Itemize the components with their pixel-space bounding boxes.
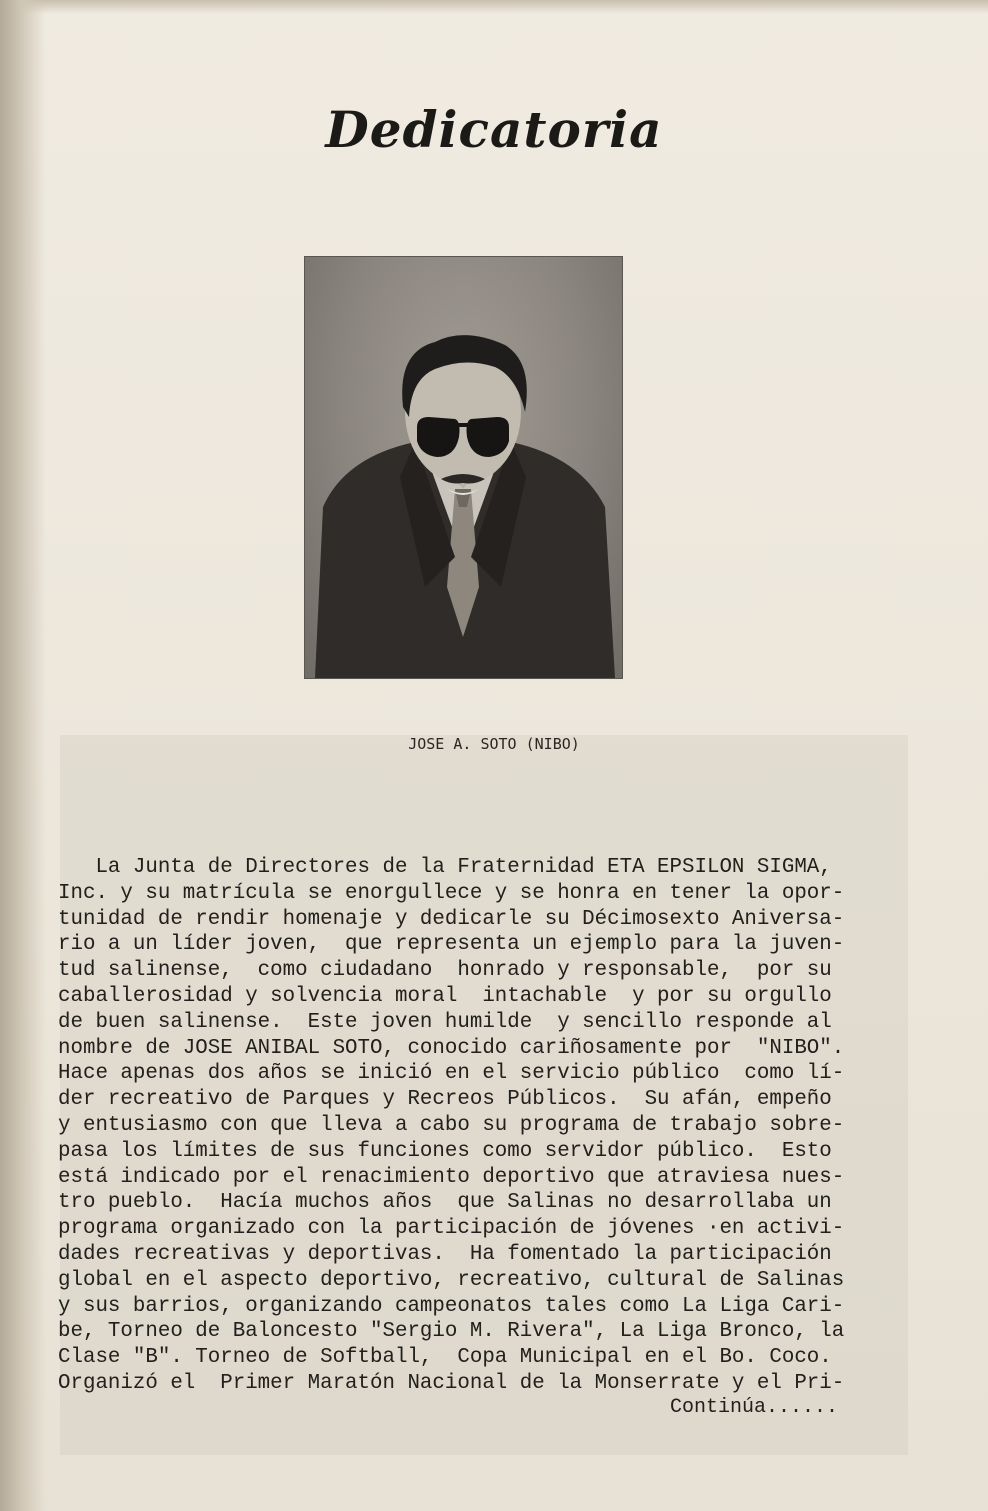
body-line: y sus barrios, organizando campeonatos tales como La Liga Cari- (58, 1294, 845, 1318)
body-line: tunidad de rendir homenaje y dedicarle su Décimosexto Aniversa- (58, 907, 845, 931)
body-line: está indicado por el renacimiento deportivo que atraviesa nues- (58, 1165, 845, 1189)
body-line: Organizó el Primer Maratón Nacional de la Monserrate y el Pri- (58, 1371, 845, 1395)
body-line: der recreativo de Parques y Recreos Públicos. Su afán, empeño (58, 1088, 832, 1112)
body-line: nombre de JOSE ANIBAL SOTO, conocido cariñosamente por "NIBO". (58, 1036, 845, 1060)
body-line: y entusiasmo con que lleva a cabo su programa de trabajo sobre- (58, 1113, 845, 1137)
body-line: be, Torneo de Baloncesto "Sergio M. Rivera", La Liga Bronco, la (58, 1320, 845, 1344)
body-line: dades recreativas y deportivas. Ha fomentado la participación (58, 1242, 832, 1266)
body-line: caballerosidad y solvencia moral intachable y por su orgullo (58, 984, 832, 1008)
body-line: La Junta de Directores de la Fraternidad ETA EPSILON SIGMA, (58, 856, 832, 879)
body-line: pasa los límites de sus funciones como servidor público. Esto (58, 1139, 832, 1163)
portrait-figure-icon (305, 257, 622, 678)
body-line: programa organizado con la participación de jóvenes ·en activi- (58, 1217, 845, 1241)
paper-top-edge (0, 0, 988, 14)
continued-marker: Continúa...... (670, 1396, 839, 1419)
body-line: tro pueblo. Hacía muchos años que Salinas no desarrollaba un (58, 1191, 832, 1215)
body-line: global en el aspecto deportivo, recreativo, cultural de Salinas (58, 1268, 845, 1292)
dedication-body (58, 855, 888, 1397)
body-line: Clase "B". Torneo de Softball, Copa Municipal en el Bo. Coco. (58, 1346, 832, 1370)
paper-left-stain (0, 0, 46, 1511)
body-line: Hace apenas dos años se inició en el servicio público como lí- (58, 1062, 845, 1086)
body-line: de buen salinense. Este joven humilde y sencillo responde al (58, 1010, 832, 1034)
body-line: tud salinense, como ciudadano honrado y responsable, por su (58, 959, 832, 983)
portrait-photo (304, 256, 623, 679)
body-line: Inc. y su matrícula se enorgullece y se honra en tener la opor- (58, 881, 845, 905)
photo-caption: JOSE A. SOTO (NIBO) (408, 735, 580, 753)
page-title: Dedicatoria (325, 100, 663, 159)
body-line: rio a un líder joven, que representa un ejemplo para la juven- (58, 933, 845, 957)
